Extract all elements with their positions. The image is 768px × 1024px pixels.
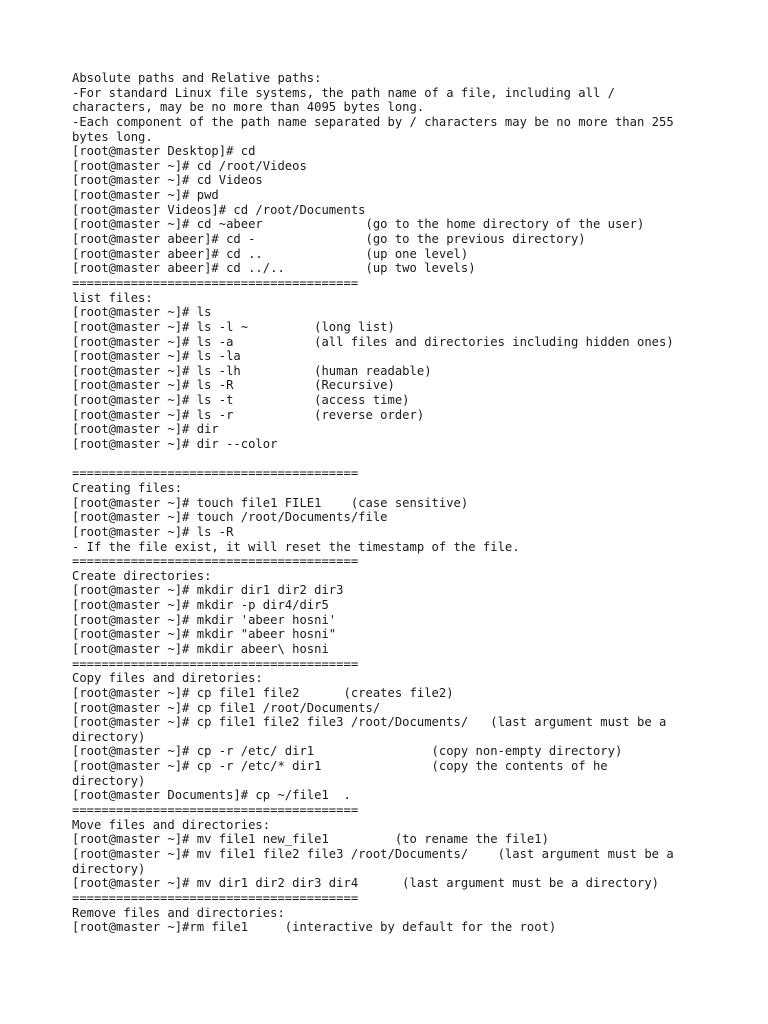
command-line: [root@master ~]# cd /root/Videos xyxy=(72,158,307,173)
text-line: -Each component of the path name separated by / characters may be no more than 255 xyxy=(72,114,674,129)
command-line: [root@master ~]# ls xyxy=(72,305,212,320)
section-title: Remove files and directories: xyxy=(72,905,285,920)
section-title: Create directories: xyxy=(72,568,212,583)
command-line: [root@master ~]# ls -l ~ (long list) xyxy=(72,319,395,334)
command-line: [root@master ~]# ls -la xyxy=(72,349,241,364)
command-line: [root@master abeer]# cd .. (up one level) xyxy=(72,246,469,261)
text-line: bytes long. xyxy=(72,129,153,144)
separator-line: ======================================= xyxy=(72,466,359,481)
command-line: [root@master ~]# mkdir 'abeer hosni' xyxy=(72,612,337,627)
text-line: characters, may be no more than 4095 bytes long. xyxy=(72,100,425,115)
command-line: [root@master abeer]# cd - (go to the previous directory) xyxy=(72,232,586,247)
section-title: Move files and directories: xyxy=(72,817,271,832)
separator-line: ======================================= xyxy=(72,803,359,818)
command-line: [root@master ~]# mkdir abeer\ hosni xyxy=(72,641,329,656)
text-line: directory) xyxy=(72,773,146,788)
command-line: [root@master ~]# cp file1 file2 file3 /root/Documents/ (last argument must be a xyxy=(72,715,667,730)
text-line: directory) xyxy=(72,861,146,876)
command-line: [root@master ~]# mkdir dir1 dir2 dir3 xyxy=(72,583,344,598)
separator-line: ======================================= xyxy=(72,890,359,905)
command-line: [root@master ~]# pwd xyxy=(72,188,219,203)
command-line: [root@master ~]# touch file1 FILE1 (case sensitive) xyxy=(72,495,469,510)
command-line: [root@master ~]# ls -R xyxy=(72,524,234,539)
separator-line: ======================================= xyxy=(72,275,359,290)
command-line: [root@master Videos]# cd /root/Documents xyxy=(72,202,366,217)
command-line: [root@master ~]# ls -a (all files and directories including hidden ones) xyxy=(72,334,674,349)
section-title: list files: xyxy=(72,290,153,305)
command-line: [root@master ~]# mv file1 file2 file3 /root/Documents/ (last argument must be a xyxy=(72,846,674,861)
command-line: [root@master ~]# cd ~abeer (go to the home directory of the user) xyxy=(72,217,645,232)
command-line: [root@master ~]# mkdir -p dir4/dir5 xyxy=(72,598,329,613)
command-line: [root@master ~]# ls -t (access time) xyxy=(72,393,410,408)
separator-line: ======================================= xyxy=(72,554,359,569)
text-line: directory) xyxy=(72,729,146,744)
command-line: [root@master ~]# ls -R (Recursive) xyxy=(72,378,395,393)
command-line: [root@master abeer]# cd ../.. (up two levels) xyxy=(72,261,476,276)
command-line: [root@master Documents]# cp ~/file1 . xyxy=(72,788,351,803)
text-line: - If the file exist, it will reset the timestamp of the file. xyxy=(72,539,520,554)
command-line: [root@master Desktop]# cd xyxy=(72,144,256,159)
command-line: [root@master ~]# ls -r (reverse order) xyxy=(72,407,425,422)
command-line: [root@master ~]# cp -r /etc/* dir1 (copy the contents of he xyxy=(72,759,608,774)
command-line: [root@master ~]# cp file1 file2 (creates file2) xyxy=(72,685,454,700)
command-line: [root@master ~]# touch /root/Documents/file xyxy=(72,510,388,525)
section-title: Absolute paths and Relative paths: xyxy=(72,71,322,85)
text-line: -For standard Linux file systems, the path name of a file, including all / xyxy=(72,85,615,100)
command-line: [root@master ~]# dir --color xyxy=(72,437,278,452)
command-line: [root@master ~]# cp file1 /root/Documents/ xyxy=(72,700,381,715)
section-title: Copy files and diretories: xyxy=(72,671,263,686)
separator-line: ======================================= xyxy=(72,656,359,671)
blank-line xyxy=(72,452,762,467)
document-body xyxy=(72,71,762,935)
command-line: [root@master ~]# cp -r /etc/ dir1 (copy non-empty directory) xyxy=(72,744,623,759)
section-title: Creating files: xyxy=(72,480,183,495)
command-line: [root@master ~]# dir xyxy=(72,422,219,437)
command-line: [root@master ~]# mkdir "abeer hosni" xyxy=(72,627,337,642)
command-line: [root@master ~]# mv dir1 dir2 dir3 dir4 (last argument must be a directory) xyxy=(72,876,659,891)
command-line: [root@master ~]# ls -lh (human readable) xyxy=(72,363,432,378)
command-line: [root@master ~]# mv file1 new_file1 (to rename the file1) xyxy=(72,832,549,847)
command-line: [root@master ~]# cd Videos xyxy=(72,173,263,188)
command-line: [root@master ~]#rm file1 (interactive by default for the root) xyxy=(72,920,557,935)
